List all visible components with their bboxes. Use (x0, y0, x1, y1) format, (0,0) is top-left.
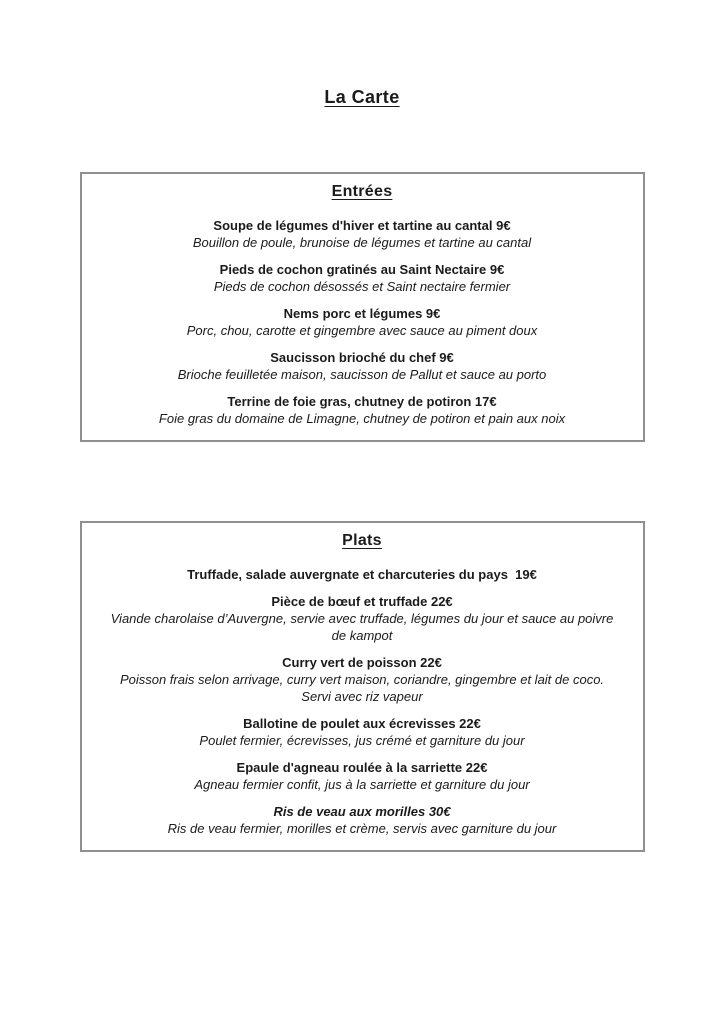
section-plats-heading: Plats (342, 532, 382, 549)
dish-name: Ris de veau aux morilles 30€ (273, 804, 451, 819)
dish-name: Epaule d'agneau roulée à la sarriette 22€ (236, 760, 488, 775)
dish-description: Pieds de cochon désossés et Saint nectaire fermier (213, 279, 511, 294)
dish-name: Truffade, salade auvergnate et charcuteries du pays 19€ (187, 567, 537, 582)
section-plats (80, 521, 645, 852)
dish-name: Terrine de foie gras, chutney de potiron 17€ (227, 394, 497, 409)
dish-description: Bouillon de poule, brunoise de légumes et tartine au cantal (192, 235, 532, 250)
section-entrees (80, 172, 645, 442)
menu-item (106, 715, 619, 749)
dish-name: Pièce de bœuf et truffade 22€ (271, 594, 453, 609)
menu-item (106, 803, 619, 837)
menu-item (106, 217, 619, 251)
menu-item (106, 261, 619, 295)
dish-name: Curry vert de poisson 22€ (282, 655, 442, 670)
menu-item (106, 393, 619, 427)
dish-name: Nems porc et légumes 9€ (283, 306, 441, 321)
dish-name: Pieds de cochon gratinés au Saint Nectaire 9€ (219, 262, 505, 277)
menu-item (106, 566, 619, 583)
page-title: La Carte (324, 87, 400, 107)
dish-description: Poulet fermier, écrevisses, jus crémé et garniture du jour (199, 733, 525, 748)
dish-name: Saucisson brioché du chef 9€ (270, 350, 454, 365)
dish-description: Agneau fermier confit, jus à la sarriette et garniture du jour (194, 777, 530, 792)
menu-item (106, 654, 619, 705)
dish-description: Porc, chou, carotte et gingembre avec sauce au piment doux (186, 323, 538, 338)
dish-description: Ris de veau fermier, morilles et crème, servis avec garniture du jour (167, 821, 557, 836)
menu-item (106, 593, 619, 644)
menu-item (106, 305, 619, 339)
section-entrees-heading: Entrées (331, 183, 393, 200)
dish-description: Brioche feuilletée maison, saucisson de Pallut et sauce au porto (177, 367, 547, 382)
dish-description: Poisson frais selon arrivage, curry vert maison, coriandre, gingembre et lait de coco. Servi avec riz vapeur (119, 672, 605, 704)
dish-description: Foie gras du domaine de Limagne, chutney de potiron et pain aux noix (158, 411, 566, 426)
dish-description: Viande charolaise d’Auvergne, servie avec truffade, légumes du jour et sauce au poivre de kampot (110, 611, 614, 643)
menu-item (106, 759, 619, 793)
dish-name: Ballotine de poulet aux écrevisses 22€ (243, 716, 481, 731)
dish-name: Soupe de légumes d'hiver et tartine au cantal 9€ (213, 218, 511, 233)
menu-item (106, 349, 619, 383)
